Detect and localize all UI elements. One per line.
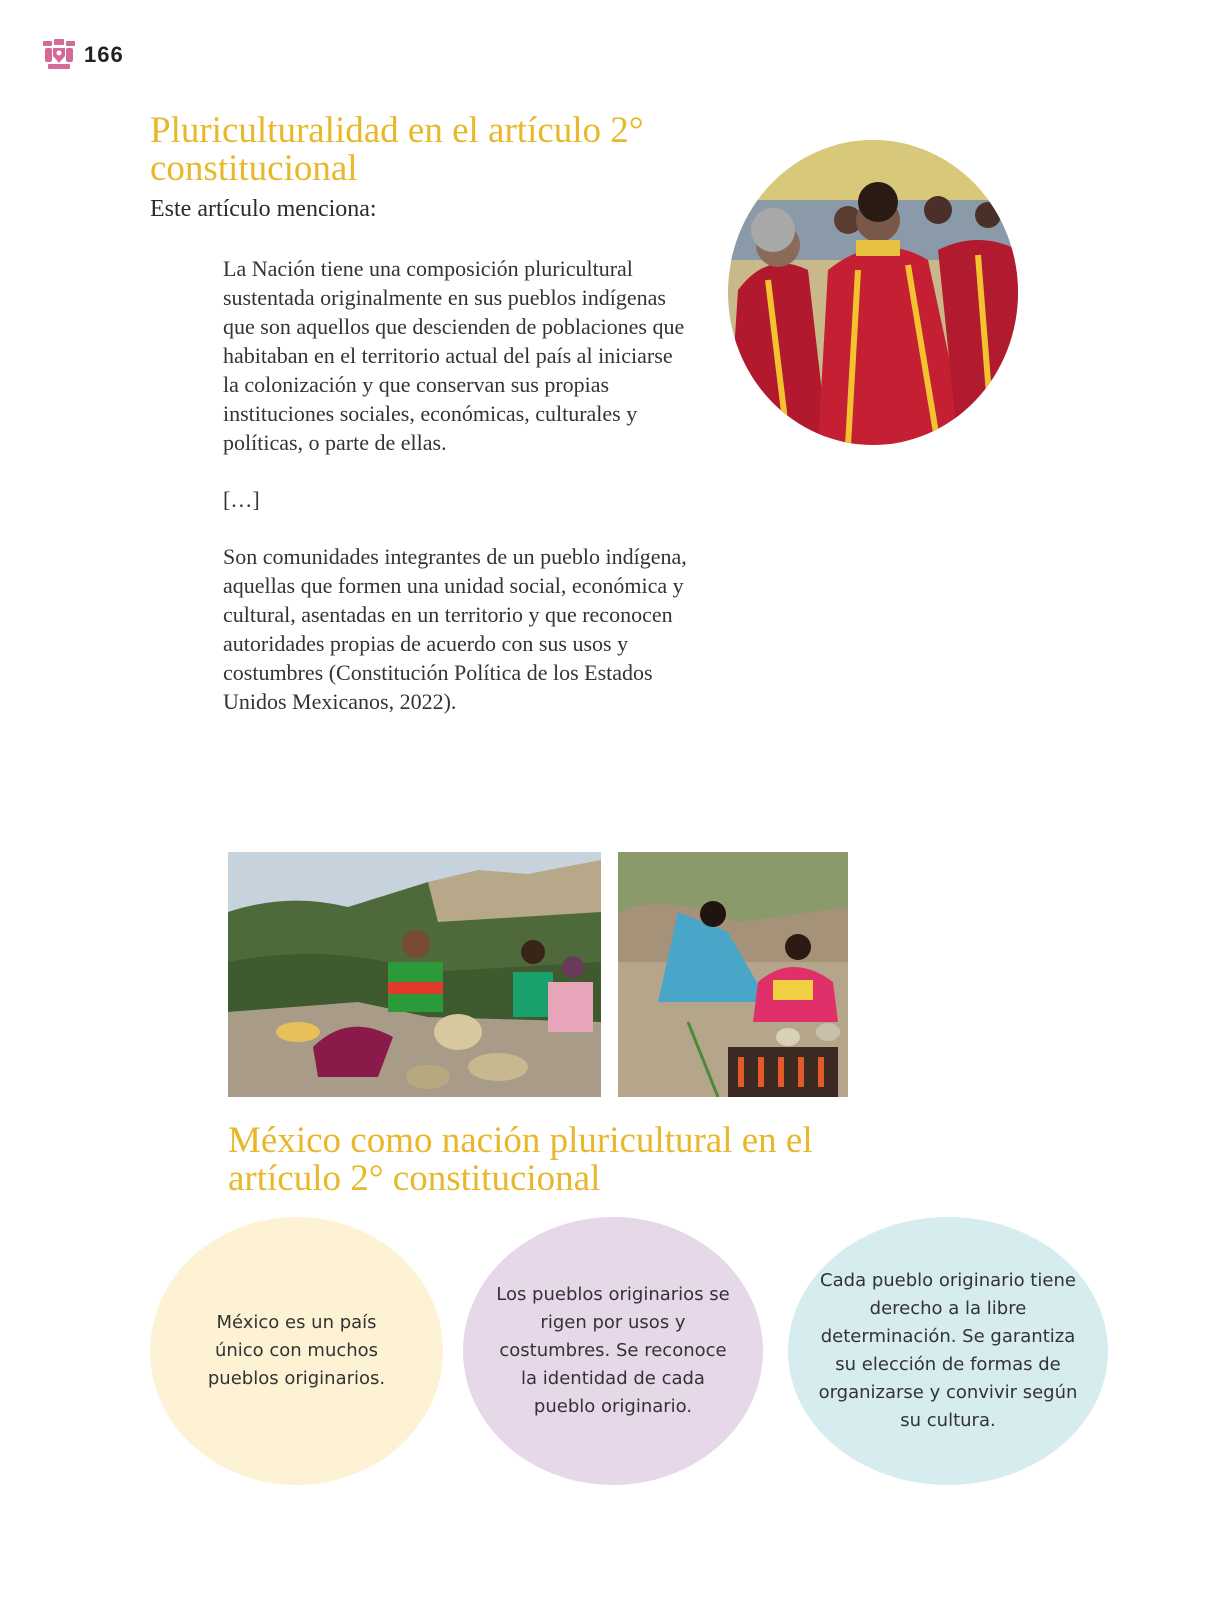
- bubble-text: Los pueblos originarios se rigen por usos y costumbres. Se reconoce la identidad de cada pueblo originario.: [496, 1284, 730, 1417]
- quote-ellipsis: […]: [223, 487, 260, 512]
- page-header: [42, 38, 124, 72]
- intro-text: Este artículo menciona:: [150, 196, 377, 222]
- section-title-mexico-pluricultural: México como nación pluricultural en el artículo 2° constitucional: [228, 1120, 813, 1199]
- constitution-quote: [223, 254, 693, 744]
- quote-paragraph: Son comunidades integrantes de un pueblo indígena, aquellas que formen una unidad social, económica y cultural, asentadas en un territorio y que reconocen autoridades propias de acuerdo con sus usos y costumbres (Constitución Política de los Estados Unidos Mexicanos, 2022).: [223, 544, 687, 714]
- bubble-usos-costumbres: [463, 1217, 763, 1485]
- bubble-libre-determinacion: [788, 1217, 1108, 1485]
- bubble-text: México es un país único con muchos pueblos originarios.: [207, 1312, 386, 1389]
- quote-paragraph: La Nación tiene una composición pluricultural sustentada originalmente en sus pueblos indígenas que son aquellos que descienden de poblaciones que habitaban en el territorio actual del país al iniciarse la colonización y que conservan sus propias instituciones sociales, económicas, culturales y políticas, o parte de ellas.: [223, 256, 685, 455]
- bubble-pais-unico: [150, 1217, 443, 1485]
- photo-girls-weaving: [618, 852, 848, 1097]
- page-number: 166: [84, 42, 124, 67]
- bubble-text: Cada pueblo originario tiene derecho a la libre determinación. Se garantiza su elección de formas de organizarse y convivir según su cultura.: [818, 1270, 1078, 1431]
- section-title-pluriculturalidad: Pluriculturalidad en el artículo 2° constitucional: [150, 110, 644, 189]
- aztec-glyph-icon: [42, 38, 76, 72]
- photo-canyon-artisans: [228, 852, 601, 1097]
- photo-women-red-dresses: [728, 140, 1018, 445]
